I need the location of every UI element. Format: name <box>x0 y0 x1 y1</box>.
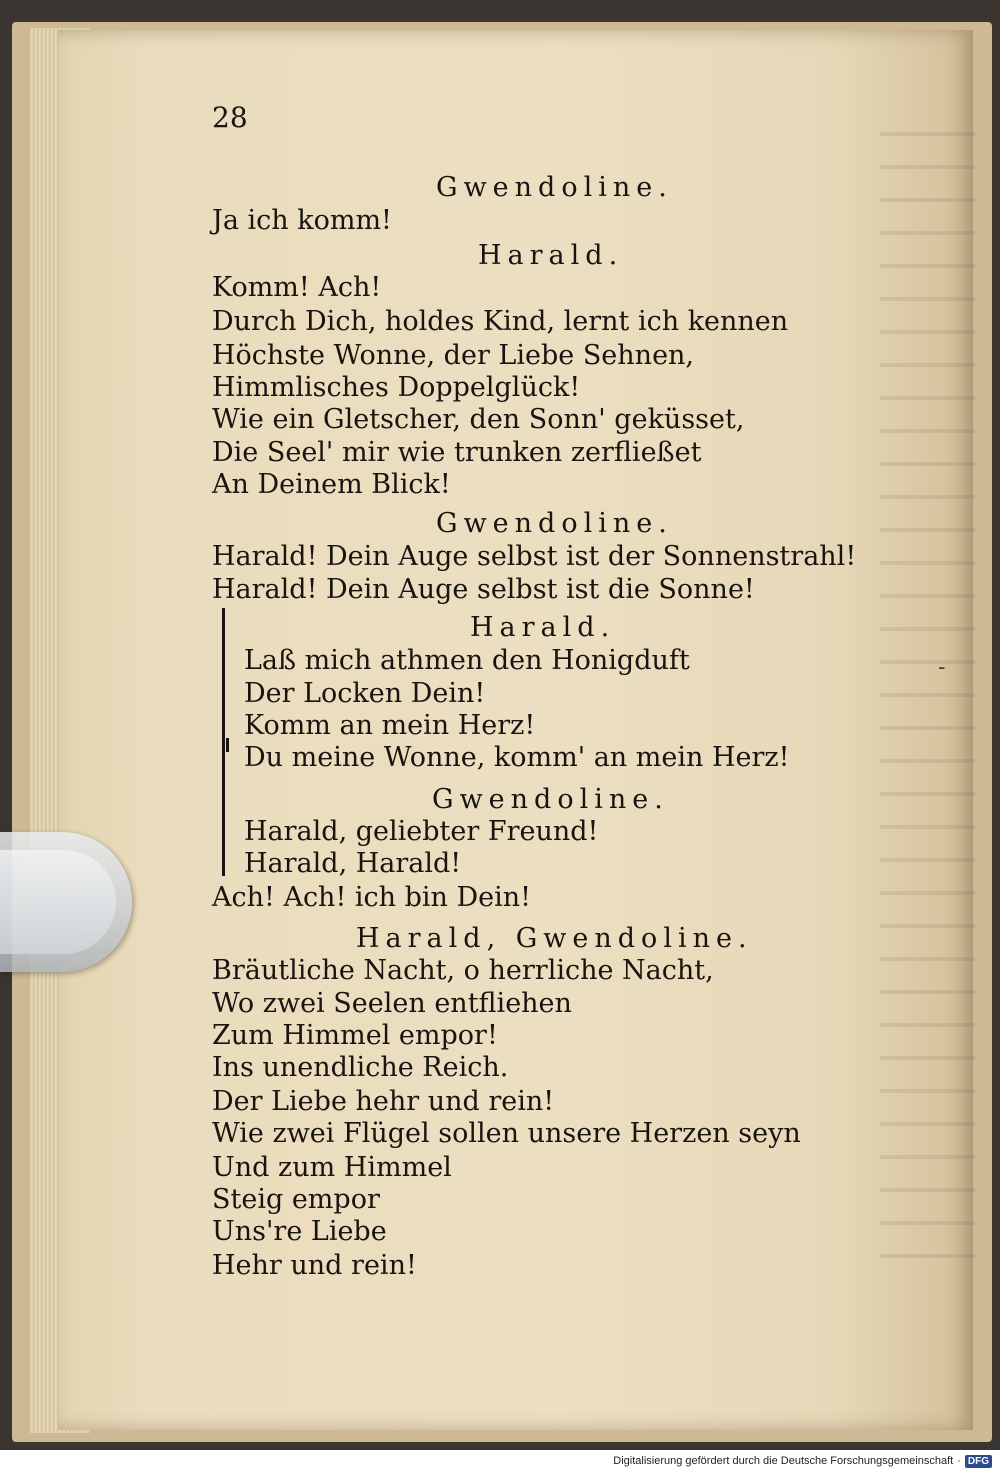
verse-line: Wie zwei Flügel sollen unsere Herzen seyn <box>212 1118 801 1149</box>
verse-line: Höchste Wonne, der Liebe Sehnen, <box>212 340 695 371</box>
funding-footer <box>613 1452 992 1470</box>
verse-line: Hehr und rein! <box>212 1250 417 1281</box>
verse-line: Der Liebe hehr und rein! <box>212 1086 555 1117</box>
verse-line: Laß mich athmen den Honigduft <box>244 645 690 676</box>
verse-line: Bräutliche Nacht, o herrliche Nacht, <box>212 955 714 986</box>
verse-line: Und zum Himmel <box>212 1152 452 1183</box>
verse-line: Uns're Liebe <box>212 1216 387 1247</box>
verse-line: Wo zwei Seelen entfliehen <box>212 988 572 1019</box>
verse-line: Harald, Harald! <box>244 848 462 879</box>
speaker-gwendoline: Gwendoline. <box>432 784 669 815</box>
verse-line: Ins unendliche Reich. <box>212 1052 509 1083</box>
footer-text: Digitalisierung gefördert durch die Deutsche Forschungsgemeinschaft <box>613 1455 954 1467</box>
verse-line: Wie ein Gletscher, den Sonn' geküsset, <box>212 404 745 435</box>
speaker-harald: Harald. <box>478 240 624 271</box>
verse-line: Der Locken Dein! <box>244 678 486 709</box>
speaker-gwendoline: Gwendoline. <box>436 508 673 539</box>
show-through-text <box>880 110 975 1280</box>
speaker-harald: Harald. <box>470 612 616 643</box>
verse-line: Harald! Dein Auge selbst ist die Sonne! <box>212 574 755 605</box>
verse-line: Zum Himmel empor! <box>212 1020 498 1051</box>
footer-separator: · <box>957 1455 961 1467</box>
verse-line: Komm an mein Herz! <box>244 710 536 741</box>
verse-line: Harald! Dein Auge selbst ist der Sonnenstrahl! <box>212 541 857 572</box>
speaker-harald-gwendoline: Harald, Gwendoline. <box>356 923 753 954</box>
dfg-logo: DFG <box>965 1455 992 1468</box>
verse-line: Himmlisches Doppelglück! <box>212 372 581 403</box>
verse-line: Ach! Ach! ich bin Dein! <box>212 882 532 913</box>
speaker-gwendoline: Gwendoline. <box>436 172 673 203</box>
verse-line: An Deinem Blick! <box>212 469 451 500</box>
verse-line: Durch Dich, holdes Kind, lernt ich kennen <box>212 306 789 337</box>
page-mark: - <box>938 655 946 680</box>
verse-line: Die Seel' mir wie trunken zerfließet <box>212 437 702 468</box>
page-number: 28 <box>212 101 248 134</box>
verse-line: Steig empor <box>212 1184 380 1215</box>
verse-line: Ja ich komm! <box>212 205 392 236</box>
verse-line: Harald, geliebter Freund! <box>244 816 599 847</box>
verse-line: Du meine Wonne, komm' an mein Herz! <box>244 742 790 773</box>
duet-brace-tip <box>216 738 229 752</box>
verse-line: Komm! Ach! <box>212 272 382 303</box>
page-clip-highlight <box>0 850 116 954</box>
